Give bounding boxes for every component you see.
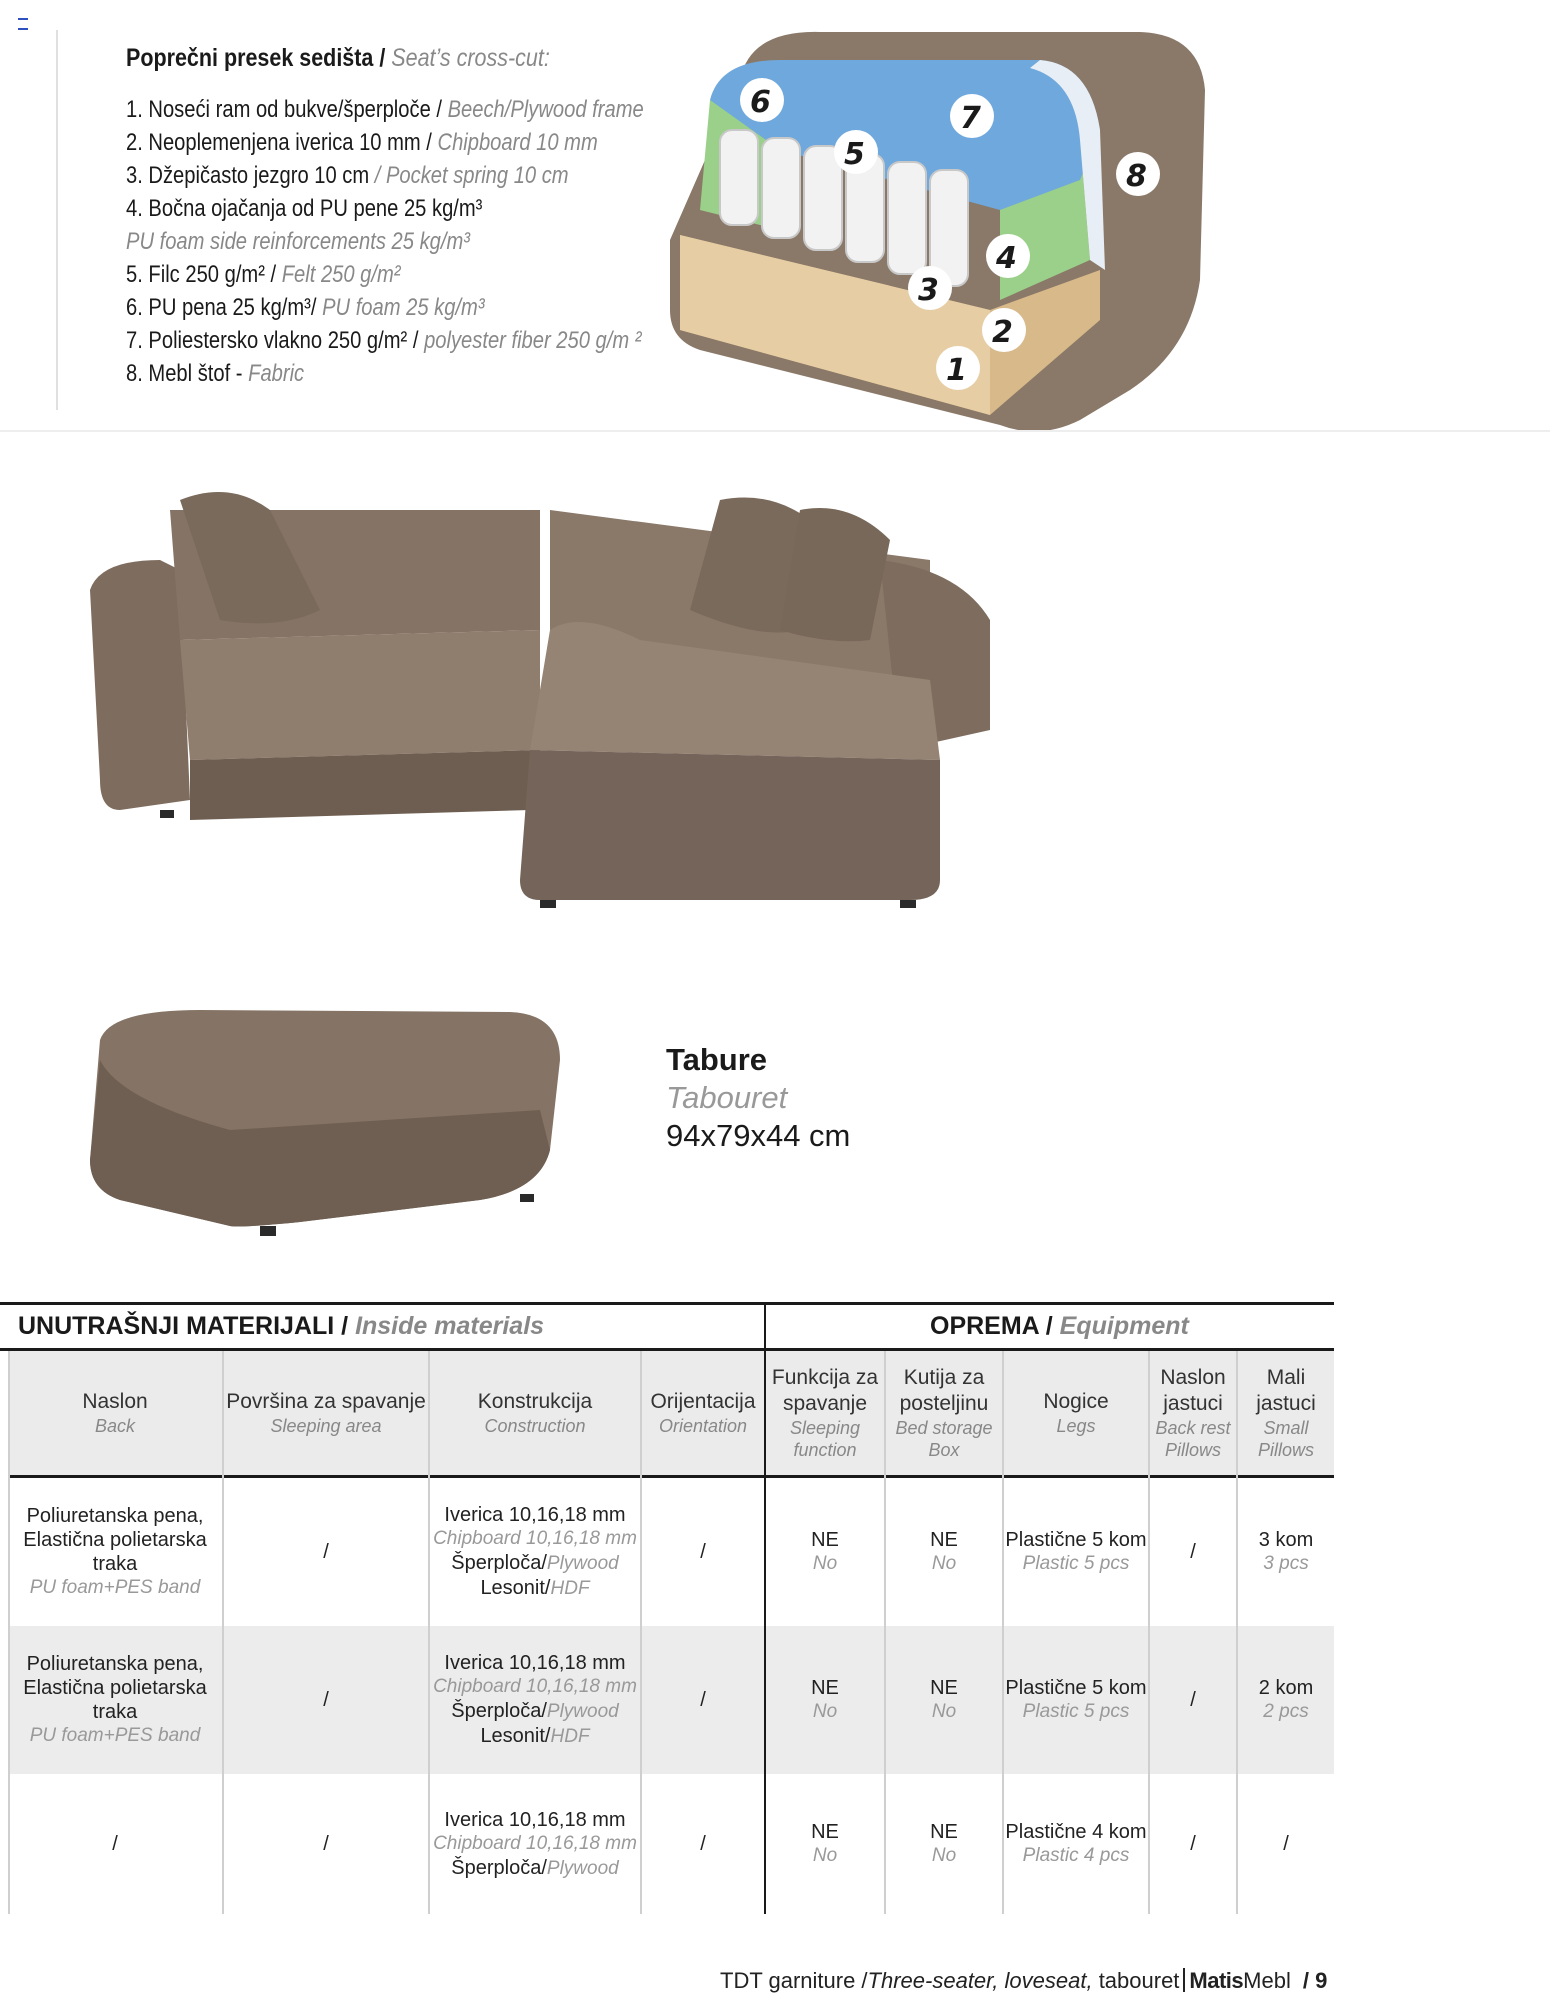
cross-section-item: 2. Neoplemenjena iverica 10 mm / Chipboard 10 mm bbox=[126, 129, 598, 156]
cell-small-pillows: 3 kom 3 pcs bbox=[1258, 1529, 1314, 1574]
cross-section-item: 1. Noseći ram od bukve/šperploče / Beech/Plywood frame bbox=[126, 96, 644, 123]
section-title-inside-materials: UNUTRAŠNJI MATERIJALI / Inside materials bbox=[18, 1312, 545, 1340]
cross-section-item: 8. Mebl štof - Fabric bbox=[126, 360, 305, 387]
cell-bed-storage: NE No bbox=[930, 1529, 958, 1574]
cell-small-pillows: / bbox=[1283, 1833, 1289, 1855]
svg-text:1: 1 bbox=[946, 353, 967, 388]
cell-back: / bbox=[112, 1833, 118, 1855]
column-header: Naslon jastuci Back rest Pillows bbox=[1155, 1366, 1231, 1460]
column-header: Kutija za posteljinu Bed storage Box bbox=[895, 1366, 993, 1460]
cell-legs: Plastične 5 kom Plastic 5 pcs bbox=[1005, 1529, 1147, 1574]
table-row bbox=[8, 1626, 1334, 1774]
cell-back: Poliuretanska pena, Elastična polietarska traka PU foam+PES band bbox=[23, 1653, 207, 1746]
cell-bed-storage: NE No bbox=[930, 1821, 958, 1866]
column-rule bbox=[640, 1351, 642, 1914]
section-title-equipment: OPREMA / Equipment bbox=[930, 1312, 1189, 1340]
seat-cushion bbox=[180, 630, 540, 760]
cell-sleeping-area: / bbox=[323, 1833, 329, 1855]
product-dimensions: 94x79x44 cm bbox=[666, 1118, 851, 1153]
table-row bbox=[8, 1774, 1334, 1914]
cell-sleeping-function: NE No bbox=[811, 1529, 839, 1574]
cross-section-list bbox=[126, 44, 686, 390]
column-header: Mali jastuci Small Pillows bbox=[1256, 1366, 1316, 1460]
svg-text:4: 4 bbox=[996, 241, 1017, 276]
tabouret-info bbox=[666, 1042, 850, 1154]
column-rule bbox=[8, 1351, 10, 1914]
sofa-image bbox=[80, 480, 1010, 920]
cross-section-title: Poprečni presek sedišta / Seat’s cross-cut: bbox=[126, 44, 550, 72]
cell-bed-storage: NE No bbox=[930, 1677, 958, 1722]
cell-construction: Iverica 10,16,18 mm Chipboard 10,16,18 mm Šperploča/Plywood Lesonit/HDF bbox=[433, 1652, 637, 1747]
svg-text:7: 7 bbox=[960, 101, 981, 136]
page-footer: TDT garniture /Three-seater, loveseat, tabouret MatisMebl / 9 bbox=[720, 1968, 1328, 1993]
page-number: / 9 bbox=[1302, 1968, 1328, 1993]
section-divider bbox=[764, 1305, 766, 1348]
cross-section-item: 4. Bočna ojačanja od PU pene 25 kg/m³ bbox=[126, 195, 483, 222]
cell-legs: Plastične 4 kom Plastic 4 pcs bbox=[1005, 1821, 1147, 1866]
table-row bbox=[8, 1478, 1334, 1626]
svg-text:6: 6 bbox=[750, 85, 771, 120]
column-header: Naslon Back bbox=[82, 1390, 148, 1436]
cell-orientation: / bbox=[700, 1833, 706, 1855]
section-divider bbox=[0, 430, 1550, 432]
brand-logo: Matis bbox=[1189, 1968, 1244, 1993]
tabouret-image bbox=[80, 1000, 580, 1260]
column-rule bbox=[1148, 1351, 1150, 1914]
column-rule bbox=[764, 1351, 766, 1914]
svg-text:8: 8 bbox=[1126, 159, 1147, 194]
cell-sleeping-area: / bbox=[323, 1689, 329, 1711]
cell-sleeping-function: NE No bbox=[811, 1677, 839, 1722]
cell-construction: Iverica 10,16,18 mm Chipboard 10,16,18 mm Šperploča/Plywood bbox=[433, 1808, 637, 1879]
column-header: Površina za spavanje Sleeping area bbox=[226, 1390, 426, 1436]
column-header: Nogice Legs bbox=[1043, 1390, 1109, 1436]
table-top-rule bbox=[0, 1302, 1334, 1305]
cell-construction: Iverica 10,16,18 mm Chipboard 10,16,18 mm Šperploča/Plywood Lesonit/HDF bbox=[433, 1504, 637, 1599]
column-rule bbox=[428, 1351, 430, 1914]
column-header-row bbox=[8, 1351, 1334, 1475]
column-header: Funkcija za spavanje Sleeping function bbox=[771, 1366, 879, 1460]
cell-orientation: / bbox=[700, 1689, 706, 1711]
cell-legs: Plastične 5 kom Plastic 5 pcs bbox=[1005, 1677, 1147, 1722]
tabouret-leg bbox=[520, 1194, 534, 1202]
cell-small-pillows: 2 kom 2 pcs bbox=[1258, 1677, 1314, 1722]
product-name-en: Tabouret bbox=[666, 1080, 788, 1115]
cross-section-item: 7. Poliestersko vlakno 250 g/m² / polyester fiber 250 g/m ² bbox=[126, 327, 642, 354]
cross-section-item: 6. PU pena 25 kg/m³/ PU foam 25 kg/m³ bbox=[126, 294, 485, 321]
cell-backrest-pillows: / bbox=[1190, 1541, 1196, 1563]
cell-back: Poliuretanska pena, Elastična polietarska traka PU foam+PES band bbox=[23, 1505, 207, 1598]
tabouret-leg bbox=[260, 1226, 276, 1236]
cell-backrest-pillows: / bbox=[1190, 1689, 1196, 1711]
left-arm bbox=[90, 560, 190, 810]
cross-section-item: 3. Džepičasto jezgro 10 cm / Pocket spring 10 cm bbox=[126, 162, 569, 189]
seat-front bbox=[190, 750, 540, 820]
column-rule bbox=[222, 1351, 224, 1914]
sofa-leg bbox=[900, 900, 916, 908]
sofa-leg bbox=[540, 900, 556, 908]
cross-section-item: PU foam side reinforcements 25 kg/m³ bbox=[126, 228, 470, 255]
column-rule bbox=[1002, 1351, 1004, 1914]
cell-orientation: / bbox=[700, 1541, 706, 1563]
cell-sleeping-function: NE No bbox=[811, 1821, 839, 1866]
sofa-leg bbox=[160, 810, 174, 818]
chaise-front bbox=[520, 750, 940, 900]
svg-text:5: 5 bbox=[844, 137, 865, 172]
svg-text:3: 3 bbox=[918, 273, 939, 308]
product-name: Tabure bbox=[666, 1042, 768, 1077]
svg-text:2: 2 bbox=[992, 315, 1013, 350]
corner-marker bbox=[18, 18, 28, 30]
cell-sleeping-area: / bbox=[323, 1541, 329, 1563]
left-rule bbox=[56, 30, 58, 410]
column-header: Konstrukcija Construction bbox=[477, 1390, 593, 1436]
column-rule bbox=[1236, 1351, 1238, 1914]
cell-backrest-pillows: / bbox=[1190, 1833, 1196, 1855]
column-header: Orijentacija Orientation bbox=[650, 1390, 756, 1436]
cross-section-item: 5. Filc 250 g/m² / Felt 250 g/m² bbox=[126, 261, 401, 288]
column-rule bbox=[884, 1351, 886, 1914]
seat-cross-section-illustration bbox=[660, 20, 1220, 440]
